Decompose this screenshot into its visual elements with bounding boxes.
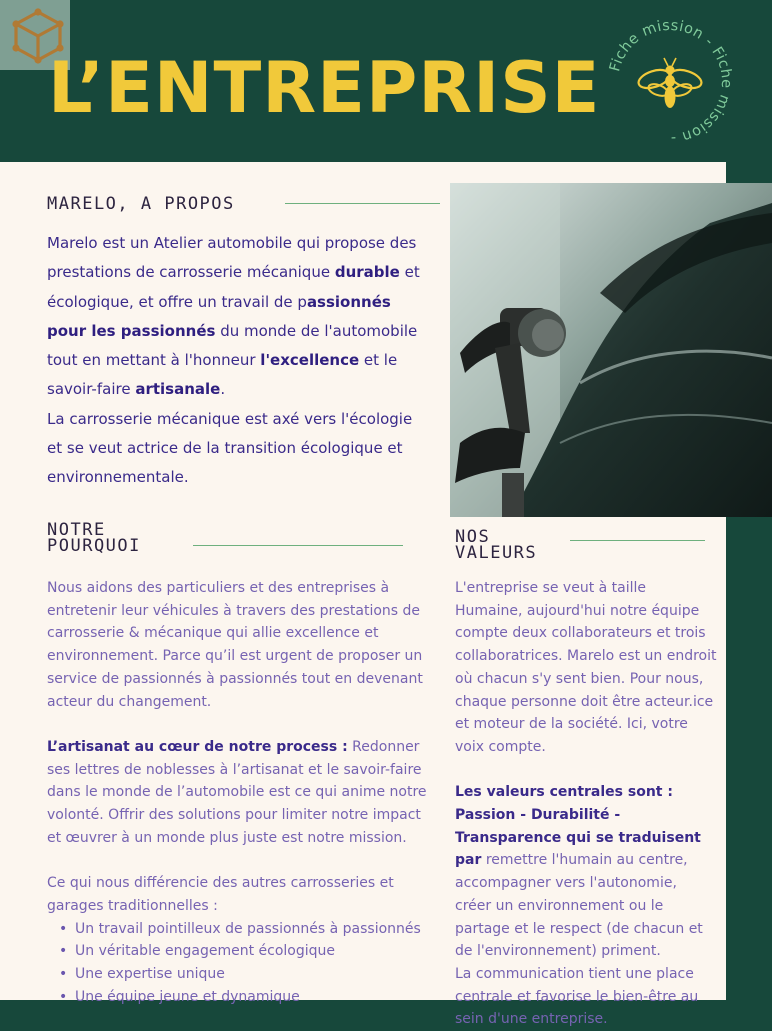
section-title-why: NOTRE POURQUOI [47, 520, 141, 556]
about-text: Marelo est un Atelier automobile qui propose des prestations de carrosserie mécanique durable et écologique, et offre un travail de passionnés pour les passionnés du monde de l'automobile tout en mettant à l'honneur l'excellence et le savoir-faire artisanale. La carrosserie mécanique est axé vers l'écologie et se veut actrice de la transition écologique et environnementale. [47, 234, 420, 487]
section-title-about: MARELO, A PROPOS [47, 194, 235, 214]
header-band [0, 0, 772, 162]
values-paragraph-2: Les valeurs centrales sont : Passion - Durabilité - Transparence qui se traduisent par remettre l'humain au centre, accompagner vers l'autonomie, créer un environnement ou le partage et le respect (de chacun et de l'environnement) priment. [455, 784, 703, 960]
mission-badge [600, 12, 740, 152]
values-column [455, 577, 717, 1031]
car-polishing-photo [450, 183, 772, 517]
why-paragraph-3: Ce qui nous différencie des autres carrosseries et garages traditionnelles : [47, 875, 394, 914]
differentiators-list [47, 918, 430, 1009]
divider [193, 545, 403, 546]
list-item: • Un véritable engagement écologique [47, 940, 430, 963]
list-item: • Une équipe jeune et dynamique [47, 986, 430, 1009]
divider [570, 540, 705, 541]
list-item: • Un travail pointilleux de passionnés à passionnés [47, 918, 430, 941]
divider [285, 203, 440, 204]
about-paragraph-2: La carrosserie mécanique est axé vers l'écologie et se veut actrice de la transition écologique et environnementale. [47, 409, 413, 487]
bee-icon [636, 58, 703, 108]
list-item: • Une expertise unique [47, 963, 430, 986]
page-title: L’ENTREPRISE [48, 47, 601, 129]
why-column [47, 577, 430, 1008]
values-paragraph-1: L'entreprise se veut à taille Humaine, aujourd'hui notre équipe compte deux collaborateurs et trois collaboratrices. Marelo est un endroit où chacun s'y sent bien. Pour nous, chaque personne doit être acteur.ice et moteur de la société. Ici, votre voix compte. [455, 580, 717, 755]
section-title-values: NOS VALEURS [455, 527, 538, 563]
why-paragraph-1: Nous aidons des particuliers et des entreprises à entretenir leur véhicules à travers des prestations de carrosserie & mécanique qui allie excellence et environnement. Parce qu’il est urgent de proposer un service de passionnés à passionnés tout en devenant acteur du changement. [47, 580, 423, 710]
badge-text: Fiche mission - Fiche mission - [607, 17, 735, 147]
values-paragraph-3: La communication tient une place centrale et favorise le bien-être au sein d'une entreprise. [455, 965, 699, 1028]
why-paragraph-2: L’artisanat au cœur de notre process : Redonner ses lettres de noblesses à l’artisanat et le savoir-faire dans le monde de l’automobile est ce qui anime notre volonté. Offrir des solutions pour limiter notre impact et œuvrer à un monde plus juste est notre mission. [47, 738, 427, 846]
